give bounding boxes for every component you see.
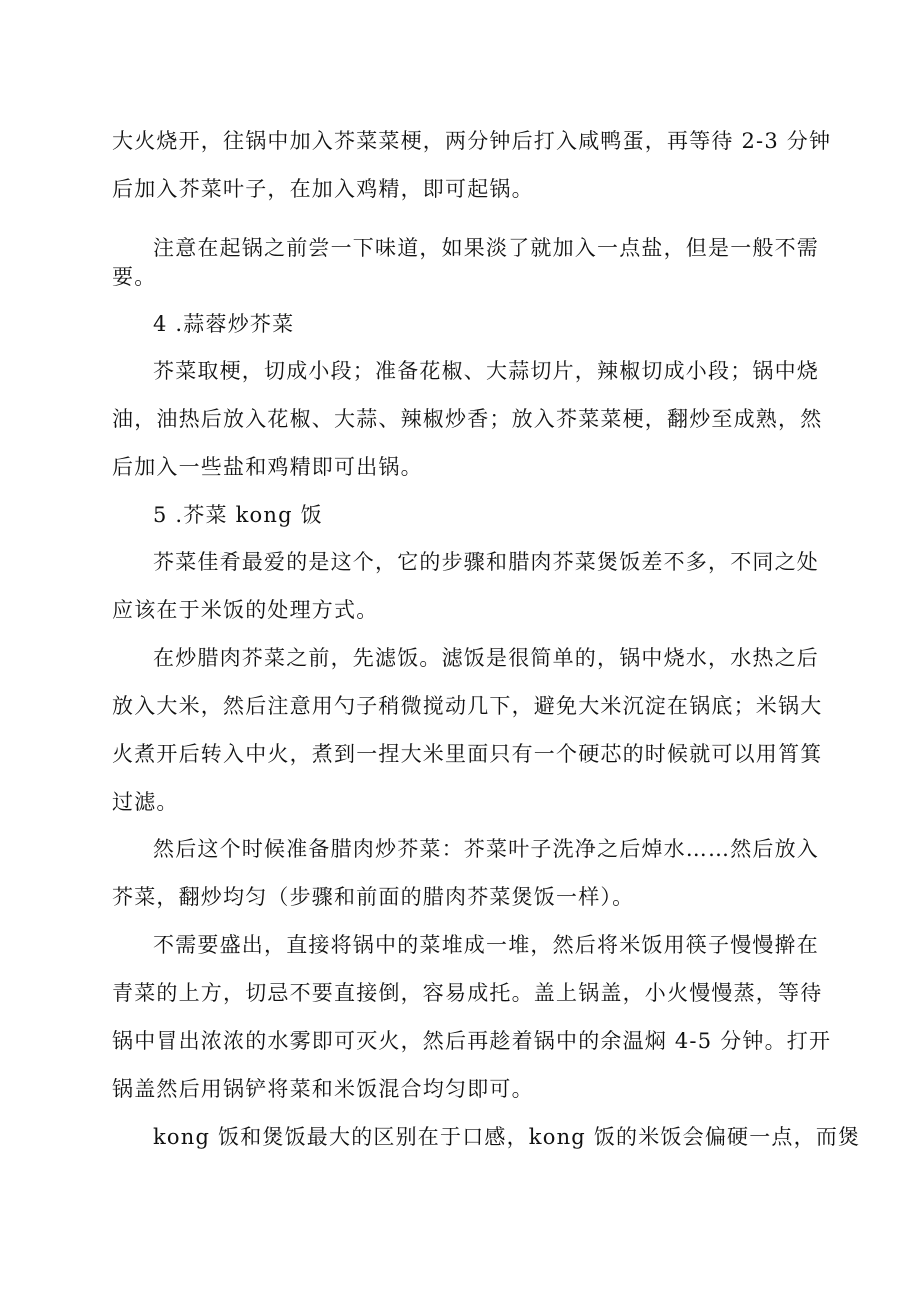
text-line: 过滤。 (112, 790, 179, 814)
text-line: 大火烧开，往锅中加入芥菜菜梗，两分钟后打入咸鸭蛋，再等待 2-3 分钟 (112, 129, 832, 153)
text-line: 锅中冒出浓浓的水雾即可灭火，然后再趁着锅中的余温焖 4-5 分钟。打开 (112, 1029, 832, 1053)
text-line: 在炒腊肉芥菜之前，先滤饭。滤饭是很简单的，锅中烧水，水热之后 (153, 646, 819, 670)
text-line: 应该在于米饭的处理方式。 (112, 598, 379, 622)
text-line: 锅盖然后用锅铲将菜和米饭混合均匀即可。 (112, 1077, 534, 1101)
text-line: kong 饭和煲饭最大的区别在于口感，kong 饭的米饭会偏硬一点，而煲 (153, 1125, 861, 1149)
text-line: 要。 (112, 265, 157, 289)
text-line: 火煮开后转入中火，煮到一捏大米里面只有一个硬芯的时候就可以用筲箕 (112, 742, 823, 766)
text-line: 芥菜取梗，切成小段；准备花椒、大蒜切片，辣椒切成小段；锅中烧 (153, 359, 819, 383)
text-line: 青菜的上方，切忌不要直接倒，容易成托。盖上锅盖，小火慢慢蒸，等待 (112, 981, 823, 1005)
text-line: 注意在起锅之前尝一下味道，如果淡了就加入一点盐，但是一般不需 (153, 236, 819, 260)
section-heading: 4 .蒜蓉炒芥菜 (153, 312, 295, 336)
text-line: 芥菜，翻炒均匀（步骤和前面的腊肉芥菜煲饭一样）。 (112, 885, 635, 909)
text-line: 然后这个时候准备腊肉炒芥菜：芥菜叶子洗净之后焯水……然后放入 (153, 837, 819, 861)
text-line: 芥菜佳肴最爱的是这个，它的步骤和腊肉芥菜煲饭差不多，不同之处 (153, 550, 819, 574)
text-line: 油，油热后放入花椒、大蒜、辣椒炒香；放入芥菜菜梗，翻炒至成熟，然 (112, 407, 823, 431)
text-line: 后加入芥菜叶子，在加入鸡精，即可起锅。 (112, 177, 534, 201)
section-heading: 5 .芥菜 kong 饭 (153, 503, 323, 527)
text-line: 不需要盛出，直接将锅中的菜堆成一堆，然后将米饭用筷子慢慢擀在 (153, 933, 819, 957)
text-line: 后加入一些盐和鸡精即可出锅。 (112, 455, 423, 479)
text-line: 放入大米，然后注意用勺子稍微搅动几下，避免大米沉淀在锅底；米锅大 (112, 694, 823, 718)
